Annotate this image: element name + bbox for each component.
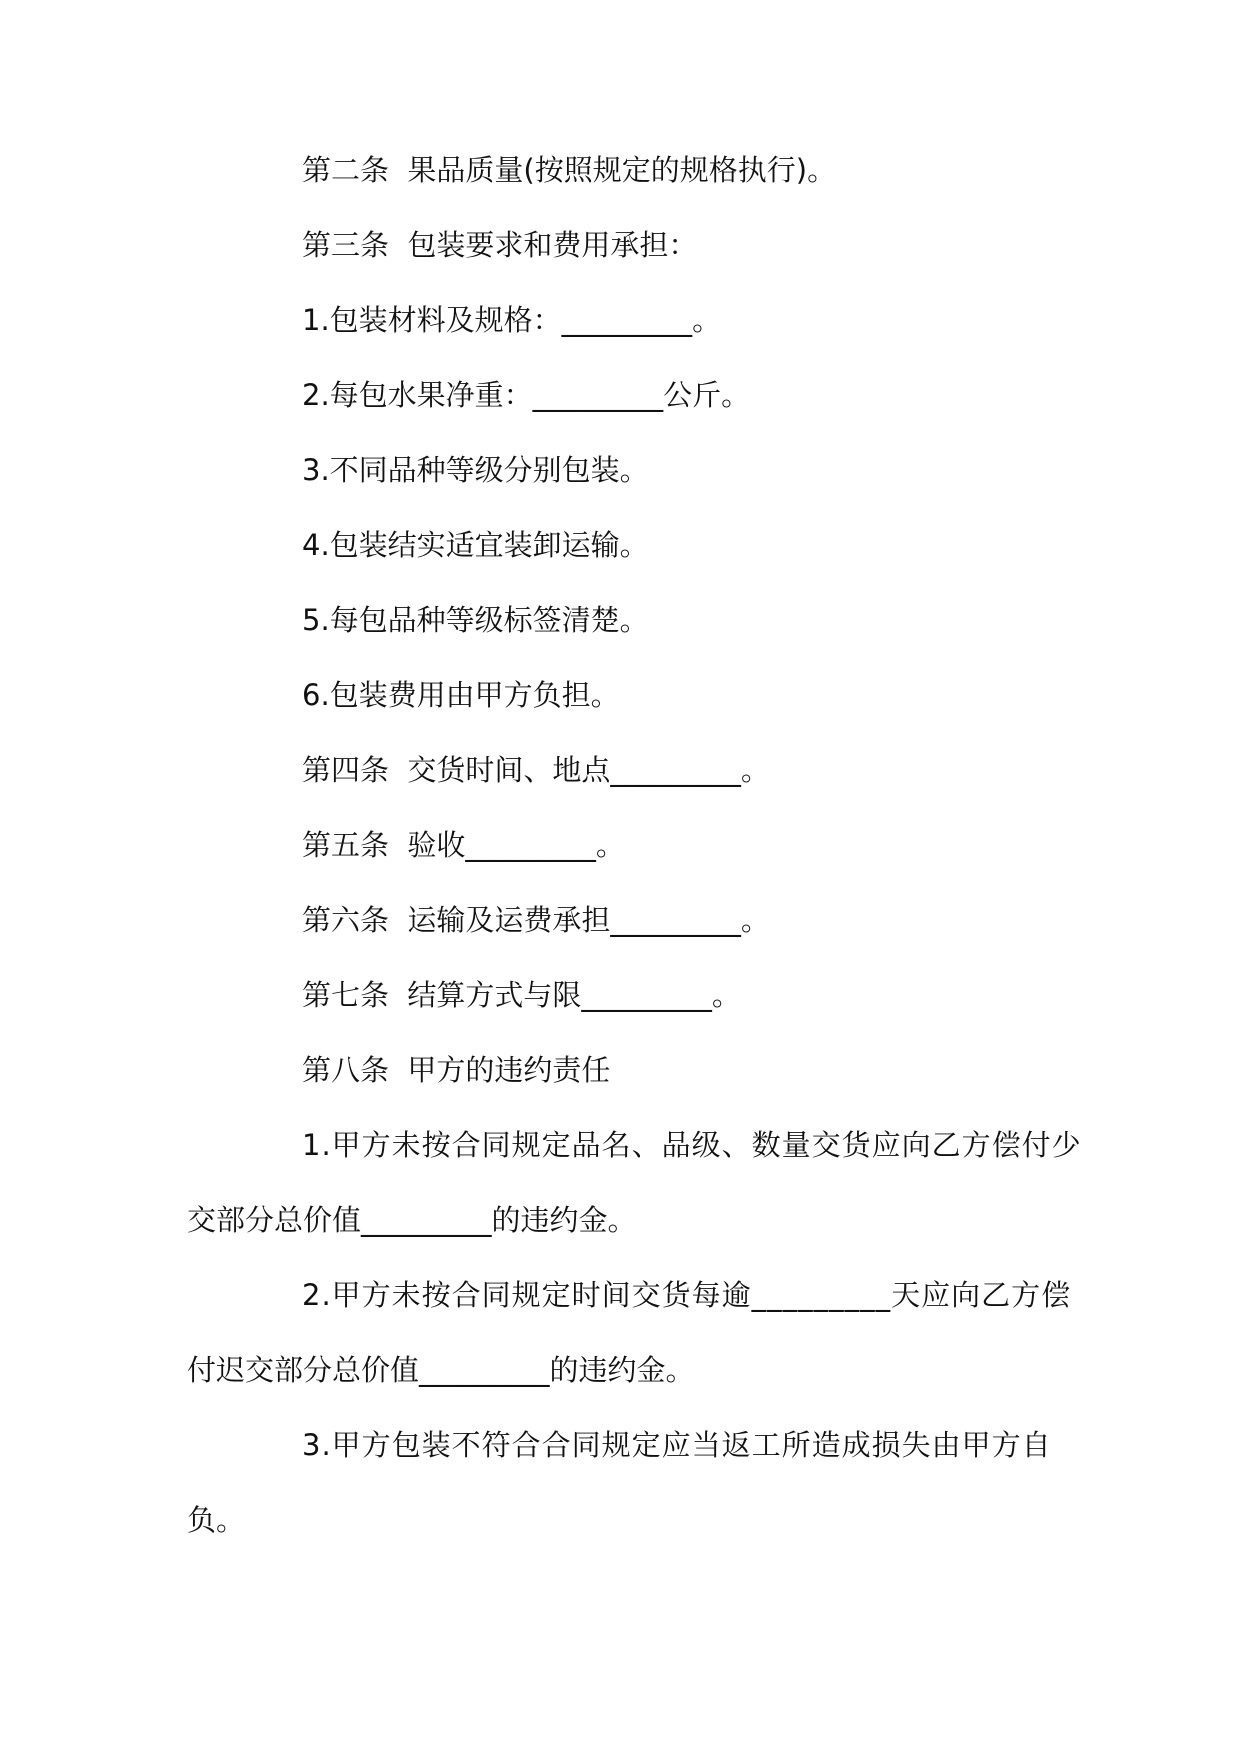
article-5-line: 第五条 验收_________。 (302, 828, 625, 862)
liability-item-3-line-1: 3.甲方包装不符合合同规定应当返工所造成损失由甲方自 (302, 1428, 1052, 1462)
liability-item-2-line-2: 付迟交部分总价值_________的违约金。 (187, 1353, 695, 1387)
article-2-line: 第二条 果品质量(按照规定的规格执行)。 (302, 153, 837, 187)
article-6-line: 第六条 运输及运费承担_________。 (302, 903, 770, 937)
list-item-sturdy-packaging: 4.包装结实适宜装卸运输。 (302, 528, 649, 562)
liability-item-1-line-1: 1.甲方未按合同规定品名、品级、数量交货应向乙方偿付少 (302, 1128, 1082, 1162)
liability-item-1-line-2: 交部分总价值_________的违约金。 (187, 1203, 637, 1237)
list-item-separate-packaging: 3.不同品种等级分别包装。 (302, 453, 649, 487)
article-4-line: 第四条 交货时间、地点_________。 (302, 753, 770, 787)
liability-item-3-line-2: 负。 (187, 1503, 246, 1537)
liability-item-2-line-1: 2.甲方未按合同规定时间交货每逾_________天应向乙方偿 (302, 1278, 1072, 1312)
article-3-line: 第三条 包装要求和费用承担： (302, 228, 698, 262)
list-item-net-weight: 2.每包水果净重：_________公斤。 (302, 378, 751, 412)
article-8-line: 第八条 甲方的违约责任 (302, 1053, 611, 1087)
list-item-packaging-cost: 6.包装费用由甲方负担。 (302, 678, 620, 712)
list-item-packaging-material: 1.包装材料及规格：_________。 (302, 303, 722, 337)
list-item-labels: 5.每包品种等级标签清楚。 (302, 603, 649, 637)
article-7-line: 第七条 结算方式与限_________。 (302, 978, 741, 1012)
